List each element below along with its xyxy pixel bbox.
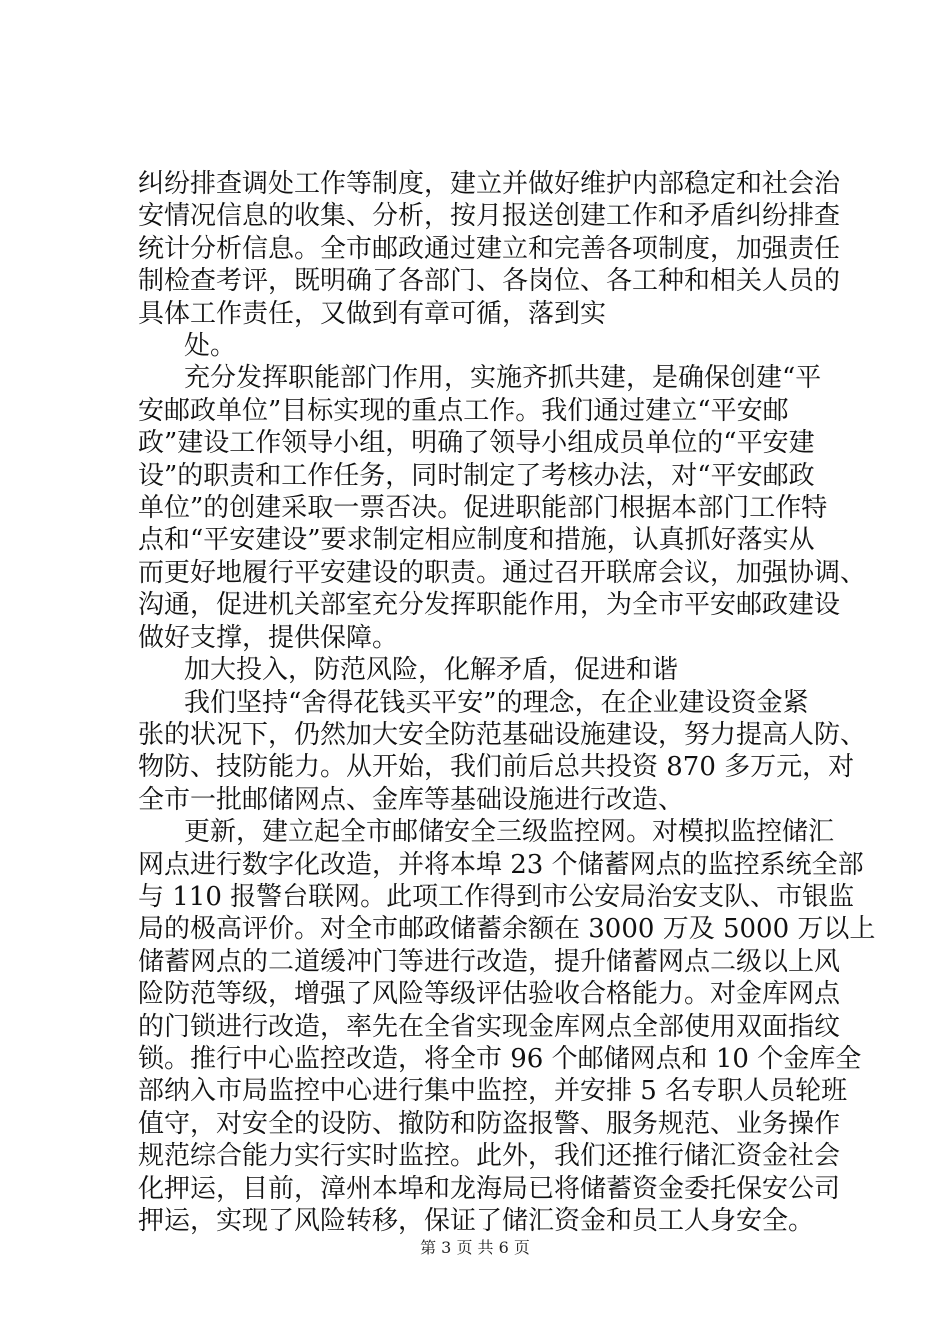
text-line: 储蓄网点的二道缓冲门等进行改造，提升储蓄网点二级以上风 bbox=[138, 946, 841, 977]
text-line: 沟通，促进机关部室充分发挥职能作用，为全市平安邮政建设 bbox=[138, 590, 841, 621]
text-line: 锁。推行中心监控改造，将全市 96 个邮储网点和 10 个金库全 bbox=[138, 1043, 862, 1074]
section-heading bbox=[138, 654, 838, 686]
paragraph-1 bbox=[138, 168, 841, 330]
paragraph-6 bbox=[138, 816, 876, 1237]
text-line: 的门锁进行改造，率先在全省实现金库网点全部使用双面指纹 bbox=[138, 1011, 841, 1042]
text-line: 统计分析信息。全市邮政通过建立和完善各项制度，加强责任 bbox=[138, 233, 841, 264]
text-line: 网点进行数字化改造，并将本埠 23 个储蓄网点的监控系统全部 bbox=[138, 849, 864, 880]
text-line: 设”的职责和工作任务，同时制定了考核办法，对“平安邮政 bbox=[138, 460, 815, 491]
text-line: 纠纷排查调处工作等制度，建立并做好维护内部稳定和社会治 bbox=[138, 169, 841, 199]
text-line: 局的极高评价。对全市邮政储蓄余额在 3000 万及 5000 万以上 bbox=[138, 914, 876, 945]
text-line: 张的状况下，仍然加大安全防范基础设施建设，努力提高人防、 bbox=[138, 719, 867, 750]
paragraph-2 bbox=[138, 330, 838, 362]
page-number-footer: 第 3 页 共 6 页 bbox=[420, 1238, 530, 1257]
text-line: 值守，对安全的设防、撤防和防盗报警、服务规范、业务操作 bbox=[138, 1108, 841, 1139]
text-line: 充分发挥职能部门作用，实施齐抓共建，是确保创建“平 bbox=[184, 363, 822, 394]
text-line: 物防、技防能力。从开始，我们前后总共投资 870 多万元，对 bbox=[138, 752, 855, 783]
text-line: 处。 bbox=[184, 331, 237, 362]
paragraph-3 bbox=[138, 362, 867, 654]
text-line: 而更好地履行平安建设的职责。通过召开联席会议，加强协调、 bbox=[138, 557, 867, 588]
text-line: 做好支撑，提供保障。 bbox=[138, 622, 399, 653]
text-line: 单位”的创建采取一票否决。促进职能部门根据本部门工作特 bbox=[138, 493, 828, 524]
text-line: 险防范等级，增强了风险等级评估验收合格能力。对金库网点 bbox=[138, 979, 841, 1010]
text-line: 具体工作责任，又做到有章可循，落到实 bbox=[138, 298, 607, 329]
text-line: 押运，实现了风险转移，保证了储汇资金和员工人身安全。 bbox=[138, 1206, 815, 1236]
text-line: 政”建设工作领导小组，明确了领导小组成员单位的“平安建 bbox=[138, 428, 815, 459]
text-line: 安邮政单位”目标实现的重点工作。我们通过建立“平安邮 bbox=[138, 395, 789, 426]
text-line: 规范综合能力实行实时监控。此外，我们还推行储汇资金社会 bbox=[138, 1141, 841, 1172]
text-line: 部纳入市局监控中心进行集中监控，并安排 5 名专职人员轮班 bbox=[138, 1076, 848, 1107]
text-line: 与 110 报警台联网。此项工作得到市公安局治安支队、市银监 bbox=[138, 881, 855, 912]
text-line: 更新，建立起全市邮储安全三级监控网。对模拟监控储汇 bbox=[184, 817, 835, 848]
document-body bbox=[138, 168, 876, 1237]
text-line: 点和“平安建设”要求制定相应制度和措施，认真抓好落实从 bbox=[138, 525, 815, 556]
text-line: 我们坚持“舍得花钱买平安”的理念，在企业建设资金紧 bbox=[184, 687, 809, 718]
text-line: 全市一批邮储网点、金库等基础设施进行改造、 bbox=[138, 784, 685, 815]
text-line: 加大投入，防范风险，化解矛盾，促进和谐 bbox=[184, 655, 679, 686]
text-line: 化押运，目前，漳州本埠和龙海局已将储蓄资金委托保安公司 bbox=[138, 1173, 841, 1204]
text-line: 安情况信息的收集、分析，按月报送创建工作和矛盾纠纷排查 bbox=[138, 201, 841, 232]
text-line: 制检查考评，既明确了各部门、各岗位、各工种和相关人员的 bbox=[138, 266, 841, 297]
paragraph-5 bbox=[138, 687, 867, 817]
